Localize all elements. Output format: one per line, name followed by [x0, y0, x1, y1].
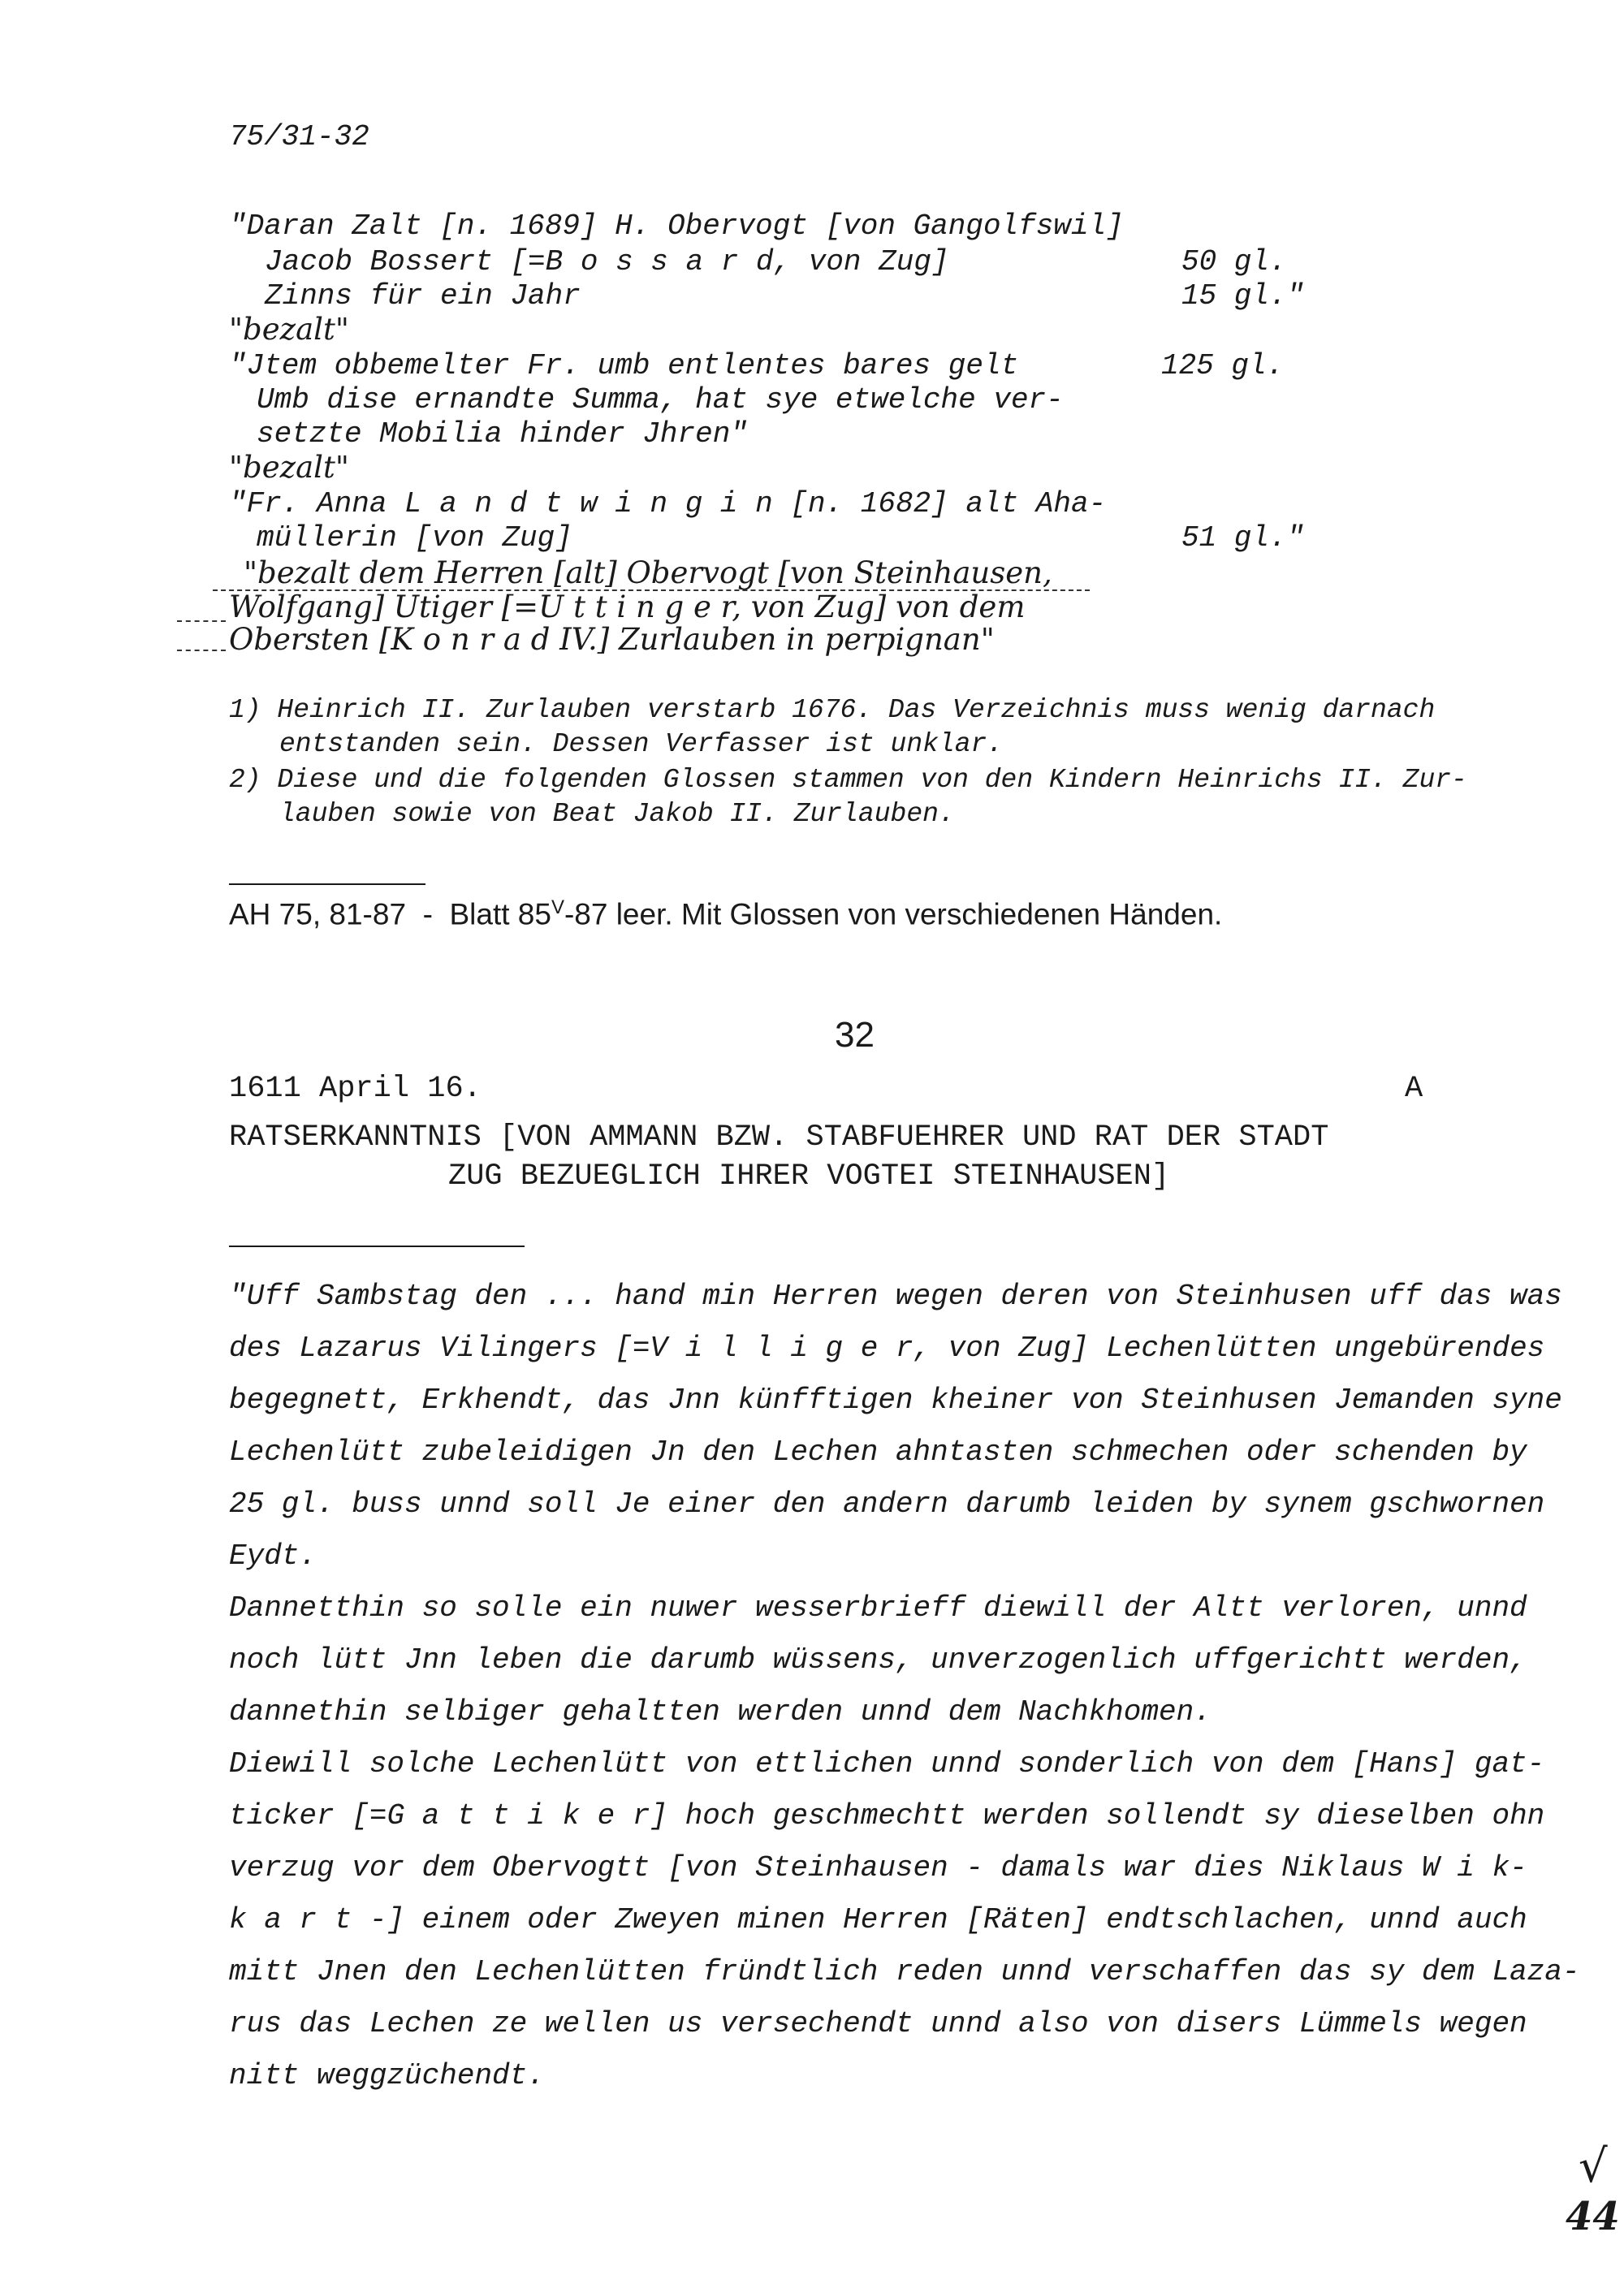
spaced-name: k a r t [229, 1903, 352, 1936]
spaced-name: W i k- [1422, 1851, 1527, 1885]
document-letter: A [1405, 1072, 1423, 1106]
entry-line: "Fr. Anna L a n d t w i n g i n [n. 1682] alt Aha- [229, 487, 1107, 520]
body-line: Dannetthin so solle ein nuwer wesserbrieff diewill der Altt verloren, unnd [229, 1591, 1527, 1625]
margin-dash [177, 620, 226, 622]
body-line: Diewill solche Lechenlütt von ettlichen unnd sonderlich von dem [Hans] gat- [229, 1747, 1545, 1781]
body-line: des Lazarus Vilingers [=V i l l i g e r, von Zug] Lechenlütten ungebürendes [229, 1332, 1545, 1365]
document-number: 32 [835, 1015, 875, 1055]
amount: 50 gl. [1181, 245, 1287, 278]
entry-line: Zinns für ein Jahr [265, 279, 581, 313]
handwritten-gloss: Obersten [K o n r a d IV.] Zurlauben in perpignan" [229, 622, 995, 657]
body-line: nitt weggzüchendt. [229, 2059, 545, 2092]
body-line: ticker [=G a t t i k e r] hoch geschmechtt werden sollendt sy dieselben ohn [229, 1799, 1545, 1833]
handwritten-gloss: Wolfgang] Utiger [=U t t i n g e r, von Zug] von dem [229, 589, 1026, 624]
body-line: rus das Lechen ze wellen us versechendt unnd also von disers Lümmels wegen [229, 2007, 1527, 2040]
amount: 15 gl." [1181, 279, 1305, 313]
body-line: Eydt. [229, 1539, 317, 1573]
spaced-name: L a n d t w i n g i n [404, 487, 773, 520]
amount: 51 gl." [1181, 521, 1305, 555]
handwritten-gloss: "bezalt" [229, 450, 349, 485]
body-line: k a r t -] einem oder Zweyen minen Herren [Räten] endtschlachen, unnd auch [229, 1903, 1527, 1936]
handwritten-gloss: "bezalt dem Herren [alt] Obervogt [von Steinhausen, [244, 555, 1052, 590]
body-line: begegnett, Erkhendt, das Jnn künfftigen kheiner von Steinhusen Jemanden syne [229, 1384, 1562, 1417]
checkmark-icon: √ [1579, 2140, 1608, 2193]
body-line: Lechenlütt zubeleidigen Jn den Lechen ahntasten schmechen oder schenden by [229, 1436, 1527, 1469]
body-line: 25 gl. buss unnd soll Je einer den andern darumb leiden by synem gschwornen [229, 1487, 1545, 1521]
entry-line: Jacob Bossert [=B o s s a r d, von Zug] [265, 245, 949, 278]
entry-line: "Daran Zalt [n. 1689] H. Obervogt [von Gangolfswil] [229, 209, 1124, 243]
page-reference: 75/31-32 [229, 120, 369, 153]
entry-line: "Jtem obbemelter Fr. umb entlentes bares gelt [229, 349, 1019, 382]
margin-dash [177, 650, 226, 651]
body-line: verzug vor dem Obervogtt [von Steinhausen - damals war dies Niklaus W i k- [229, 1851, 1527, 1885]
body-line: "Uff Sambstag den ... hand min Herren wegen deren von Steinhusen uff das was [229, 1280, 1562, 1313]
entry-line: Umb dise ernandte Summa, hat sye etwelche ver- [257, 383, 1064, 417]
archive-note: AH 75, 81-87 - Blatt $85^V-87$ leer. Mit Glossen von verschiedenen Händen. [229, 896, 1223, 931]
separator-rule [229, 1246, 525, 1247]
footnote: lauben sowie von Beat Jakob II. Zurlauben. [279, 799, 955, 829]
entry-line: müllerin [von Zug] [257, 521, 572, 555]
footnote: entstanden sein. Dessen Verfasser ist unklar. [279, 729, 1004, 759]
document-date: 1611 April 16. [229, 1072, 482, 1106]
handwritten-page-number: 44 [1566, 2194, 1620, 2239]
entry-line: setzte Mobilia hinder Jhren" [257, 417, 748, 451]
body-line: noch lütt Jnn leben die darumb wüssens, unverzogenlich uffgerichtt werden, [229, 1643, 1527, 1677]
spaced-name: G a t t i k e r [387, 1799, 650, 1833]
handwritten-gloss: "bezalt" [229, 312, 349, 347]
regest-heading: ZUG BEZUEGLICH IHRER VOGTEI STEINHAUSEN] [448, 1159, 1170, 1194]
spaced-name: B o s s a r d [545, 245, 774, 278]
spaced-name: K o n r a d [391, 622, 551, 657]
spaced-name: U t t i n g e r [538, 589, 732, 624]
body-line: dannethin selbiger gehaltten werden unnd dem Nachkhomen. [229, 1695, 1212, 1729]
amount: 125 gl. [1161, 349, 1285, 382]
regest-heading: RATSERKANNTNIS [VON AMMANN BZW. STABFUEHRER UND RAT DER STADT [229, 1120, 1329, 1155]
footnote: 1) Heinrich II. Zurlauben verstarb 1676. Das Verzeichnis muss wenig darnach [229, 695, 1436, 725]
footnote: 2) Diese und die folgenden Glossen stammen von den Kindern Heinrichs II. Zur- [229, 765, 1467, 795]
spaced-name: i l l i g e r [685, 1332, 914, 1365]
separator-rule [229, 883, 425, 885]
body-line: mitt Jnen den Lechenlütten fründtlich reden unnd verschaffen das sy dem Laza- [229, 1955, 1580, 1988]
